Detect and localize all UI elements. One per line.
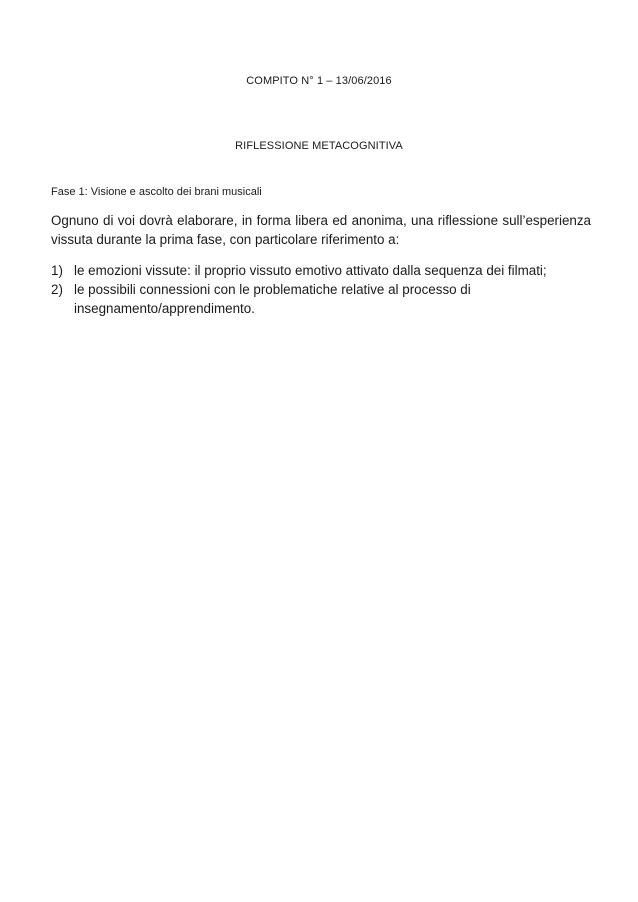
list-item-number: 1) [51,263,63,278]
list-item [51,261,596,280]
list-item [51,280,596,318]
phase-label: Fase 1: Visione e ascolto dei brani musicali [51,186,262,198]
document-subtitle: RIFLESSIONE METACOGNITIVA [235,140,403,152]
intro-paragraph: Ognuno di voi dovrà elaborare, in forma libera ed anonima, una riflessione sull’esperienza vissuta durante la prima fase, con particolare riferimento a: [51,213,591,247]
document-title: COMPITO N° 1 – 13/06/2016 [246,75,392,87]
list-item-text: le emozioni vissute: il proprio vissuto emotivo attivato dalla sequenza dei filmati; [74,263,547,278]
reference-list [51,261,596,318]
list-item-text: le possibili connessioni con le problematiche relative al processo di insegnamento/apprendimento. [74,282,471,316]
list-item-number: 2) [51,282,63,297]
